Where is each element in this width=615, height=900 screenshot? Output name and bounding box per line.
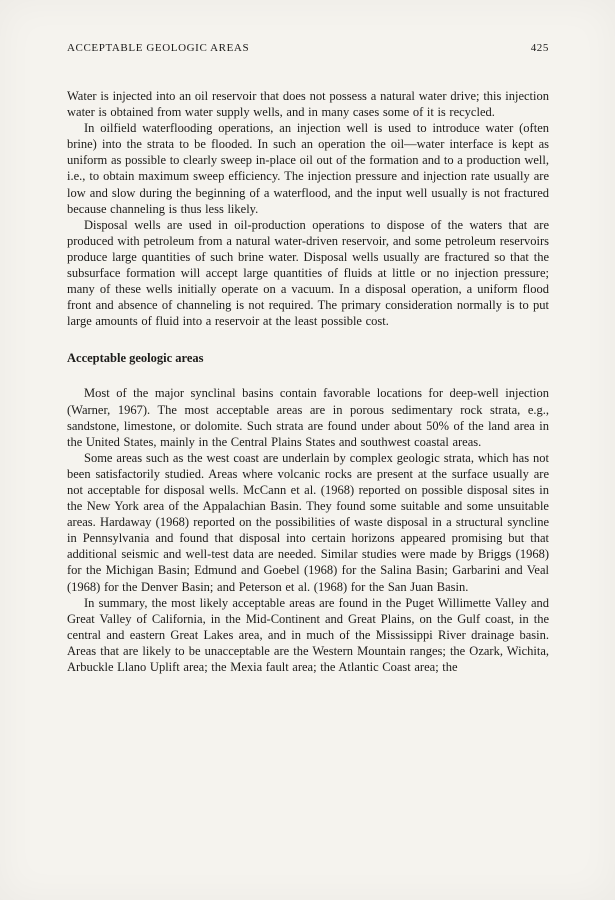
running-head-title: ACCEPTABLE GEOLOGIC AREAS [67,42,250,54]
paragraph: Water is injected into an oil reservoir that does not possess a natural water drive; this injection water is obtained from water supply wells, and in many cases some of it is recycled. [67,89,549,120]
section-heading: Acceptable geologic areas [67,351,204,366]
paragraph: Some areas such as the west coast are underlain by complex geologic strata, which has not been satisfactorily studied. Areas where volcanic rocks are present at the surface usually are not acceptable for disposal wells. McCann et al. (1968) reported on possible disposal sites in the New York area of the Appalachian Basin. They found some suitable and some unsuitable areas. Hardaway (1968) reported on the possibilities of waste disposal in a structural syncline in Pennsylvania and found that disposal into certain horizons appeared promising but that additional seismic and well-test data are needed. Similar studies were made by Briggs (1968) for the Michigan Basin; Edmund and Goebel (1968) for the Salina Basin; Garbarini and Veal (1968) for the Denver Basin; and Peterson et al. (1968) for the San Juan Basin. [67,450,549,594]
paragraph: Disposal wells are used in oil-production operations to dispose of the waters that are produced with petroleum from a natural water-driven reservoir, and some petroleum reservoirs produce large quantities of such brine water. Disposal wells usually are fractured so that the subsurface formation will accept large quantities of fluids at little or no injection pressure; many of these wells initially operate on a vacuum. In a disposal operation, a uniform flood front and absence of channeling is not required. The primary consideration normally is to put large amounts of fluid into a reservoir at the least possible cost. [67,217,549,329]
paragraph: In summary, the most likely acceptable areas are found in the Puget Willimette Valley and Great Valley of California, in the Mid-Continent and Great Plains, on the Gulf coast, in the central and eastern Great Lakes area, and in much of the Mississippi River drainage basin. Areas that are likely to be unacceptable are the Western Mountain ranges; the Ozark, Wichita, Arbuckle Llano Uplift area; the Mexia fault area; the Atlantic Coast area; the [67,595,549,674]
paragraph: Most of the major synclinal basins contain favorable locations for deep-well injection (Warner, 1967). The most acceptable areas are in porous sedimentary rock strata, e.g., sandstone, limestone, or dolomite. Such strata are found under about 50% of the land area in the United States, mainly in the Central Plains States and southwest coastal areas. [67,386,549,449]
paragraph: In oilfield waterflooding operations, an injection well is used to introduce water (often brine) into the strata to be flooded. In such an operation the oil—water interface is kept as uniform as possible to clearly sweep in-place oil out of the formation and to a production well, i.e., to obtain maximum sweep efficiency. The injection pressure and injection rate usually are low and slow during the beginning of a waterflood, and the input well usually is not fractured because channeling is thus less likely. [67,121,549,216]
text-block [67,42,549,675]
body-text [67,88,549,675]
page-number: 425 [530,42,549,54]
running-head [67,42,549,54]
